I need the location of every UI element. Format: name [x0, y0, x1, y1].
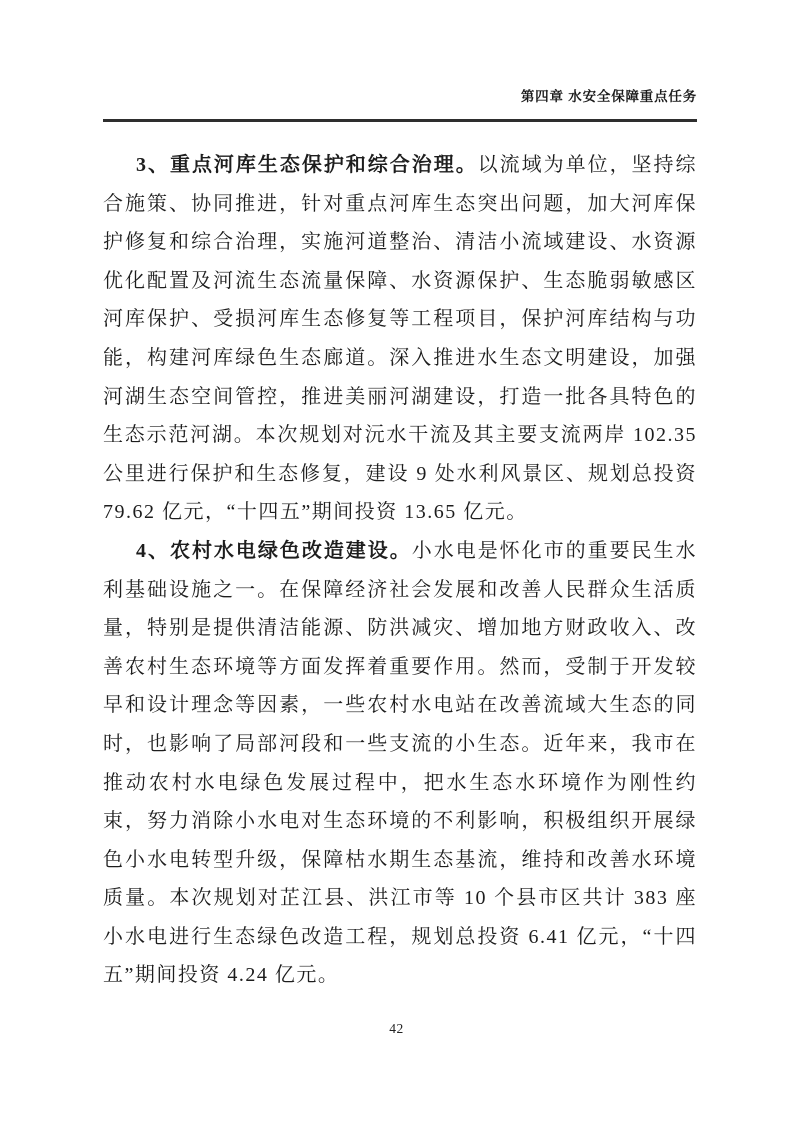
paragraph-body-text: 以流域为单位，坚持综合施策、协同推进，针对重点河库生态突出问题，加大河库保护修复和综合治理，实施河道整治、清洁小流域建设、水资源优化配置及河流生态流量保障、水资源保护、生态脆弱敏感区河库保护、受损河库生态修复等工程项目，保护河库结构与功能，构建河库绿色生态廊道。深入推进水生态文明建设，加强河湖生态空间管控，推进美丽河湖建设，打造一批各具特色的生态示范河湖。本次规划对沅水干流及其主要支流两岸 102.35 公里进行保护和生态修复，建设 9 处水利风景区、规划总投资 79.62 亿元，“十四五”期间投资 13.65 亿元。	[103, 154, 698, 524]
page-number: 42	[389, 1021, 404, 1036]
chapter-header-title: 第四章 水安全保障重点任务	[520, 89, 697, 104]
paragraph-rural-hydropower	[103, 532, 697, 995]
header-rule	[103, 119, 697, 122]
paragraph-lead-heading: 4、农村水电绿色改造建设。	[136, 539, 412, 562]
paragraph-lead-heading: 3、重点河库生态保护和综合治理。	[136, 154, 478, 176]
page-footer	[0, 1021, 793, 1037]
paragraph-body-text: 小水电是怀化市的重要民生水利基础设施之一。在保障经济社会发展和改善人民群众生活质量，特别是提供清洁能源、防洪减灾、增加地方财政收入、改善农村生态环境等方面发挥着重要作用。然而，受制于开发较早和设计理念等因素，一些农村水电站在改善流域大生态的同时，也影响了局部河段和一些支流的小生态。近年来，我市在推动农村水电绿色发展过程中，把水生态水环境作为刚性约束，努力消除小水电对生态环境的不利影响，积极组织开展绿色小水电转型升级，保障枯水期生态基流，维持和改善水环境质量。本次规划对芷江县、洪江市等 10 个县市区共计 383 座小水电进行生态绿色改造工程，规划总投资 6.41 亿元，“十四五”期间投资 4.24 亿元。	[103, 539, 698, 987]
paragraph-river-lake-ecology	[103, 146, 697, 532]
document-body	[103, 146, 697, 995]
